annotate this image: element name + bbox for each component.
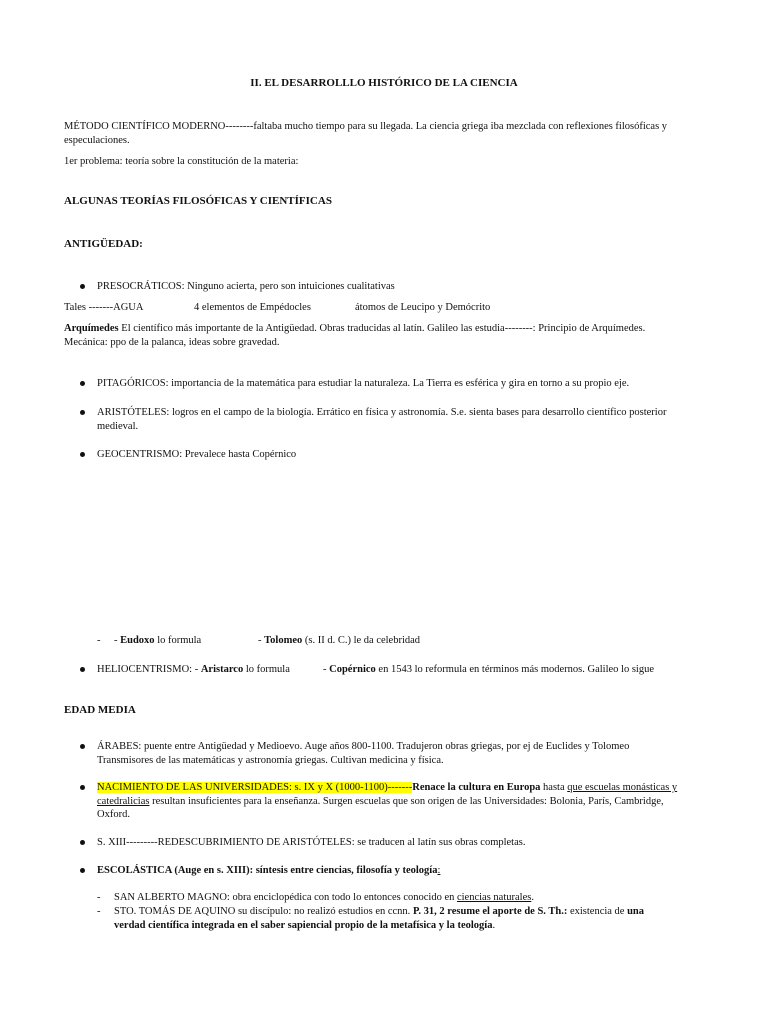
bullet-icon xyxy=(80,410,85,415)
arabes-item xyxy=(97,740,707,767)
metodo-line-2: especulaciones. xyxy=(64,134,130,146)
escolastica-bold: ESCOLÁSTICA (Auge en s. XIII): síntesis entre ciencias, filosofía y teología xyxy=(97,865,438,876)
universidades-highlight: NACIMIENTO DE LAS UNIVERSIDADES: s. IX y X (1000-1100)------- xyxy=(97,782,413,793)
arquimedes-name: Arquímedes xyxy=(64,323,119,334)
tales-agua: Tales -------AGUA xyxy=(64,302,144,313)
universidades-line-3: Oxford. xyxy=(97,809,130,820)
presocraticos-item: PRESOCRÁTICOS: Ninguno acierta, pero son intuiciones cualitativas xyxy=(97,281,395,292)
universidades-bold: Renace la cultura en Europa xyxy=(412,782,541,793)
aristoteles-item xyxy=(97,406,707,433)
page-title: II. EL DESARROLLLO HISTÓRICO DE LA CIENCIA xyxy=(250,77,518,89)
tomas-mid: existencia de xyxy=(567,906,628,917)
eudoxo-name: Eudoxo xyxy=(120,635,155,646)
tomas-dash: - xyxy=(97,906,101,917)
arquimedes-paragraph xyxy=(64,322,714,349)
escolastica-item xyxy=(97,864,440,878)
eudoxo-text: lo formula xyxy=(154,635,202,646)
arquimedes-text: El científico más importante de la Antigüedad. Obras traducidas al latín. Galileo las estudia--------: Principio de Arquímedes. xyxy=(118,323,646,334)
escolastica-colon: : xyxy=(437,865,441,876)
helio-prefix: HELIOCENTRISMO: - xyxy=(97,664,201,675)
heading-antiguedad: ANTIGÜEDAD: xyxy=(64,238,143,250)
eudoxo-prefix: - xyxy=(114,635,121,646)
universidades-item xyxy=(97,781,712,822)
tomas-text: STO. TOMÁS DE AQUINO su discípulo: no realizó estudios en ccnn. xyxy=(114,906,413,917)
sxiii-item: S. XIII---------REDESCUBRIMIENTO DE ARISTÓTELES: se traducen al latín sus obras completas. xyxy=(97,837,526,848)
helio-aristarco: Aristarco xyxy=(200,664,244,675)
heliocentrismo-item xyxy=(97,663,290,677)
copernico-item xyxy=(323,663,654,677)
bullet-icon xyxy=(80,785,85,790)
tomas-bold-1: P. 31, 2 resume el aporte de S. Th.: xyxy=(412,906,568,917)
pitagoricos-item: PITAGÓRICOS: importancia de la matemática para estudiar la naturaleza. La Tierra es esférica y gira en torno a su propio eje. xyxy=(97,378,630,389)
copernico-prefix: - xyxy=(323,664,330,675)
arabes-line-1: ÁRABES: puente entre Antigüedad y Medioevo. Auge años 800-1100. Tradujeron obras griegas, por ej de Euclides y Tolomeo xyxy=(97,741,630,752)
tolomeo-prefix: - xyxy=(258,635,265,646)
bullet-icon xyxy=(80,840,85,845)
tales-leucipo: átomos de Leucipo y Demócrito xyxy=(355,302,491,313)
alberto-end: . xyxy=(531,892,534,903)
eudoxo-dash: - xyxy=(97,635,101,646)
tomas-bold-2: una xyxy=(627,906,645,917)
copernico-text: en 1543 lo reformula en términos más modernos. Galileo lo sigue xyxy=(375,664,654,675)
heading-teorias: ALGUNAS TEORÍAS FILOSÓFICAS Y CIENTÍFICAS xyxy=(64,195,332,207)
bullet-icon xyxy=(80,667,85,672)
alberto-item xyxy=(114,891,534,905)
tomas-line-2-bold: verdad científica integrada en el saber sapiencial propio de la metafísica y la teología xyxy=(114,919,493,931)
aristoteles-line-2: medieval. xyxy=(97,420,139,432)
metodo-line-1: MÉTODO CIENTÍFICO MODERNO--------faltaba mucho tiempo para su llegada. La ciencia griega iba mezclada con reflexiones filosóficas y xyxy=(64,121,668,132)
alberto-dash: - xyxy=(97,892,101,903)
tales-empedocles: 4 elementos de Empédocles xyxy=(194,302,311,313)
bullet-icon xyxy=(80,452,85,457)
bullet-icon xyxy=(80,381,85,386)
universidades-mid: hasta xyxy=(540,782,568,793)
bullet-icon xyxy=(80,868,85,873)
tomas-item xyxy=(114,905,714,932)
heading-edad-media: EDAD MEDIA xyxy=(64,704,136,716)
eudoxo-item xyxy=(114,634,201,648)
bullet-icon xyxy=(80,284,85,289)
alberto-text: SAN ALBERTO MAGNO: obra enciclopédica con todo lo entonces conocido en xyxy=(114,892,457,903)
alberto-underline: ciencias naturales xyxy=(456,892,532,903)
tolomeo-name: Tolomeo xyxy=(264,635,303,646)
universidades-underline-1: que escuelas monásticas y xyxy=(567,782,678,793)
metodo-paragraph xyxy=(64,120,714,147)
geocentrismo-item: GEOCENTRISMO: Prevalece hasta Copérnico xyxy=(97,449,297,460)
bullet-icon xyxy=(80,744,85,749)
copernico-name: Copérnico xyxy=(329,664,376,675)
arabes-line-2: Transmisores de las matemáticas y astronomía griegas. Cultivan medicina y física. xyxy=(97,754,444,766)
universidades-underline-2: catedralicias xyxy=(97,795,150,807)
helio-mid: lo formula xyxy=(243,664,290,675)
problema-line: 1er problema: teoría sobre la constitución de la materia: xyxy=(64,156,299,167)
arquimedes-line-2: Mecánica: ppo de la palanca, ideas sobre gravedad. xyxy=(64,336,280,348)
tolomeo-item xyxy=(258,634,420,648)
universidades-line-2: resultan insuficientes para la enseñanza. Surgen escuelas que son origen de las Universidades: Bolonia, París, Cambridge, xyxy=(149,795,664,807)
tolomeo-text: (s. II d. C.) le da celebridad xyxy=(302,635,421,646)
aristoteles-line-1: ARISTÓTELES: logros en el campo de la biología. Errático en física y astronomía. S.e. sienta bases para desarrollo científico posterior xyxy=(97,407,667,418)
tomas-line-2-end: . xyxy=(492,919,496,931)
tales-row xyxy=(64,301,704,315)
